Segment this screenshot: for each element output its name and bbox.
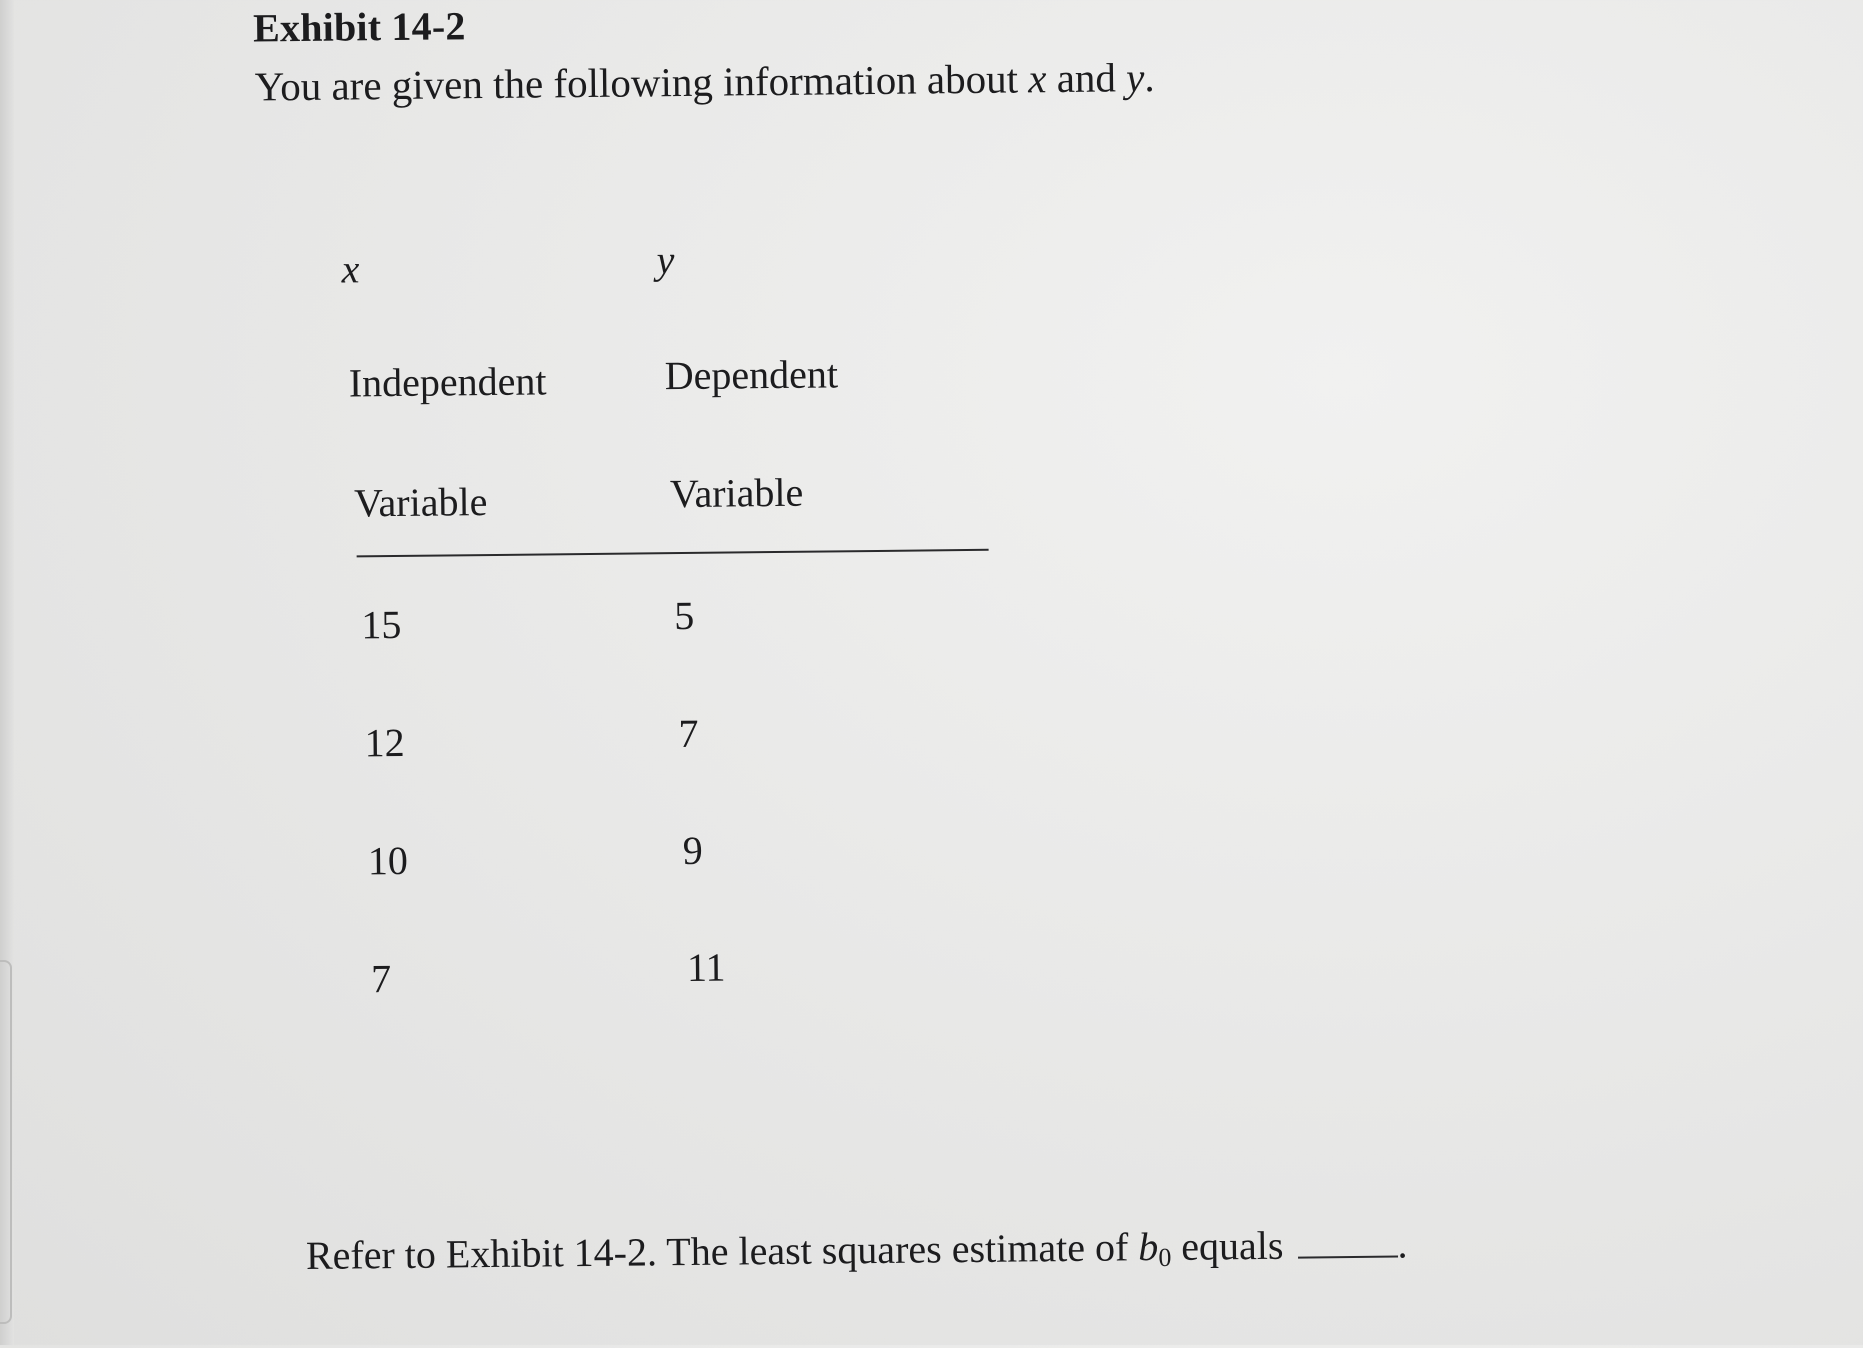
x-header-line2: Variable <box>353 479 488 526</box>
table-cell-y: 9 <box>682 827 703 874</box>
question-prefix: Refer to Exhibit 14-2. The least squares estimate of <box>305 1224 1139 1278</box>
intro-prefix: You are given the following information about <box>254 55 1029 110</box>
intro-suffix: . <box>1144 54 1155 101</box>
y-column-symbol: y <box>656 237 675 283</box>
table-header-rule <box>357 549 989 558</box>
exhibit-intro <box>254 53 1154 110</box>
table-cell-x: 12 <box>364 719 405 766</box>
table-cell-y: 7 <box>678 710 699 757</box>
table-cell-x: 15 <box>361 601 402 648</box>
y-header-line2: Variable <box>669 469 804 517</box>
table-cell-x: 10 <box>367 837 409 884</box>
coefficient-letter: b <box>1138 1224 1159 1270</box>
question-suffix: equals <box>1171 1222 1284 1269</box>
answer-blank[interactable] <box>1297 1226 1397 1259</box>
intro-middle: and <box>1046 54 1127 102</box>
question-text <box>306 1220 1408 1282</box>
table-cell-y: 5 <box>674 592 695 639</box>
y-header-line1: Dependent <box>664 351 839 399</box>
x-column-symbol: x <box>341 246 360 292</box>
coefficient-subscript: 0 <box>1158 1242 1172 1273</box>
intro-x-symbol: x <box>1028 55 1047 102</box>
table-cell-x: 7 <box>370 956 392 1002</box>
exhibit-title: Exhibit 14-2 <box>252 3 466 51</box>
x-header-line1: Independent <box>348 358 547 406</box>
table-cell-y: 11 <box>686 944 726 990</box>
question-end-punct: . <box>1397 1221 1408 1267</box>
intro-y-symbol: y <box>1125 54 1145 101</box>
